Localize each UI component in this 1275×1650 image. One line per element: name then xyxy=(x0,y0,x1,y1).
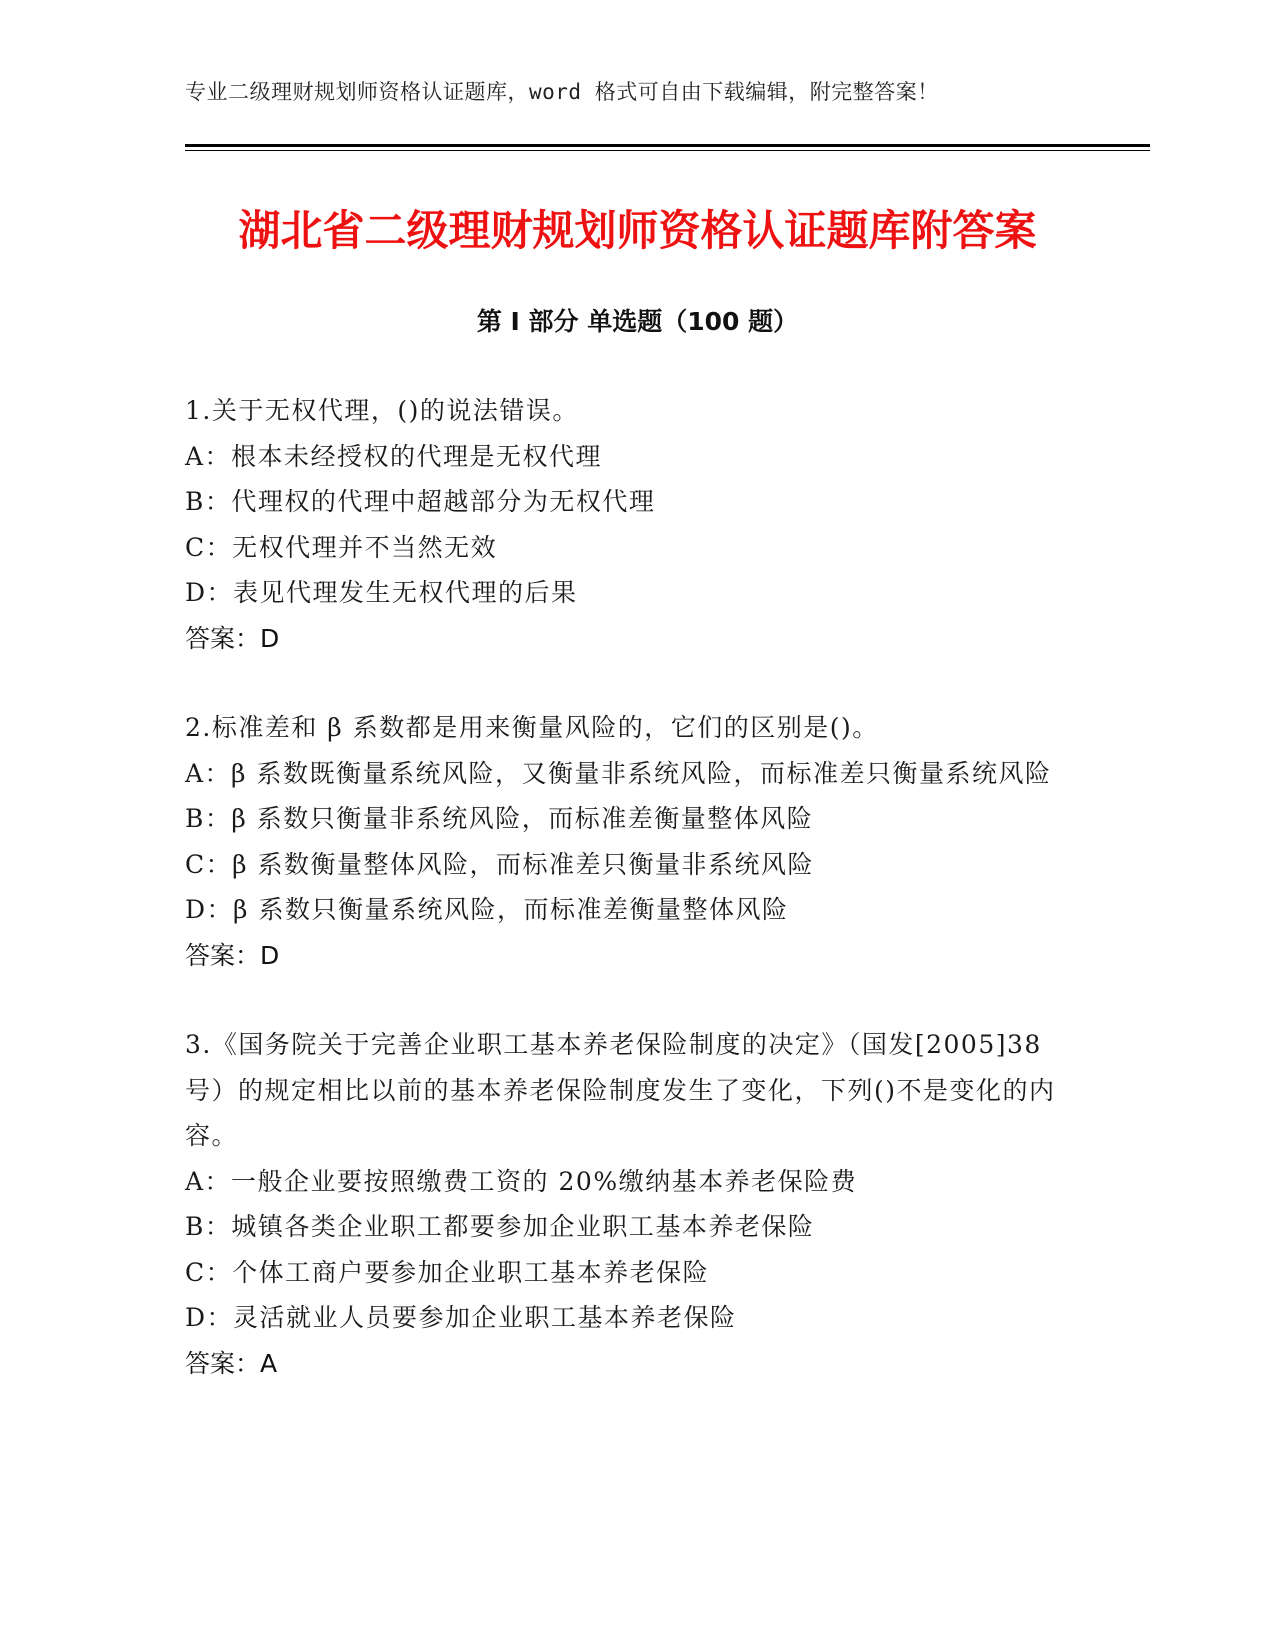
option-c: C：无权代理并不当然无效 xyxy=(185,532,498,562)
answer-line xyxy=(185,933,1085,979)
question-stem: 1.关于无权代理，()的说法错误。 xyxy=(185,396,579,425)
answer-value: A xyxy=(260,1348,278,1378)
answer-line xyxy=(185,1341,1085,1387)
document-title: 湖北省二级理财规划师资格认证题库附答案 xyxy=(238,206,1037,255)
answer-label: 答案： xyxy=(185,1348,261,1378)
question-1 xyxy=(185,388,1085,661)
question-stem: 3.《国务院关于完善企业职工基本养老保险制度的决定》（国发[2005]38 号）的规定相比以前的基本养老保险制度发生了变化，下列()不是变化的内容。 xyxy=(185,1030,1056,1150)
answer-value: D xyxy=(260,940,280,970)
option-d: D：β 系数只衡量系统风险，而标准差衡量整体风险 xyxy=(185,895,789,924)
answer-label: 答案： xyxy=(185,940,261,970)
option-a: A：β 系数既衡量系统风险，又衡量非系统风险，而标准差只衡量系统风险 xyxy=(185,758,1052,788)
option-c: C：个体工商户要参加企业职工基本养老保险 xyxy=(185,1257,710,1287)
header-rule-thick xyxy=(185,144,1150,147)
question-stem: 2.标准差和 β 系数都是用来衡量风险的，它们的区别是()。 xyxy=(185,713,879,742)
option-b: B：β 系数只衡量非系统风险，而标准差衡量整体风险 xyxy=(185,804,814,833)
option-a: A：根本未经授权的代理是无权代理 xyxy=(185,441,603,471)
question-list xyxy=(185,388,1085,1430)
answer-value: D xyxy=(260,623,280,653)
option-d: D：表见代理发生无权代理的后果 xyxy=(185,578,578,607)
section-title: 第 I 部分 单选题（100 题） xyxy=(476,307,799,336)
header-note: 专业二级理财规划师资格认证题库，word 格式可自由下载编辑，附完整答案！ xyxy=(185,80,939,104)
option-c: C：β 系数衡量整体风险，而标准差只衡量非系统风险 xyxy=(185,849,815,879)
question-3 xyxy=(185,1022,1085,1386)
option-a: A：一般企业要按照缴费工资的 20%缴纳基本养老保险费 xyxy=(185,1166,858,1196)
answer-label: 答案： xyxy=(185,623,261,653)
option-b: B：代理权的代理中超越部分为无权代理 xyxy=(185,487,656,516)
option-b: B：城镇各类企业职工都要参加企业职工基本养老保险 xyxy=(185,1212,815,1241)
question-2 xyxy=(185,705,1085,978)
option-d: D：灵活就业人员要参加企业职工基本养老保险 xyxy=(185,1303,737,1332)
header-rule-thin xyxy=(185,150,1150,151)
answer-line xyxy=(185,616,1085,662)
